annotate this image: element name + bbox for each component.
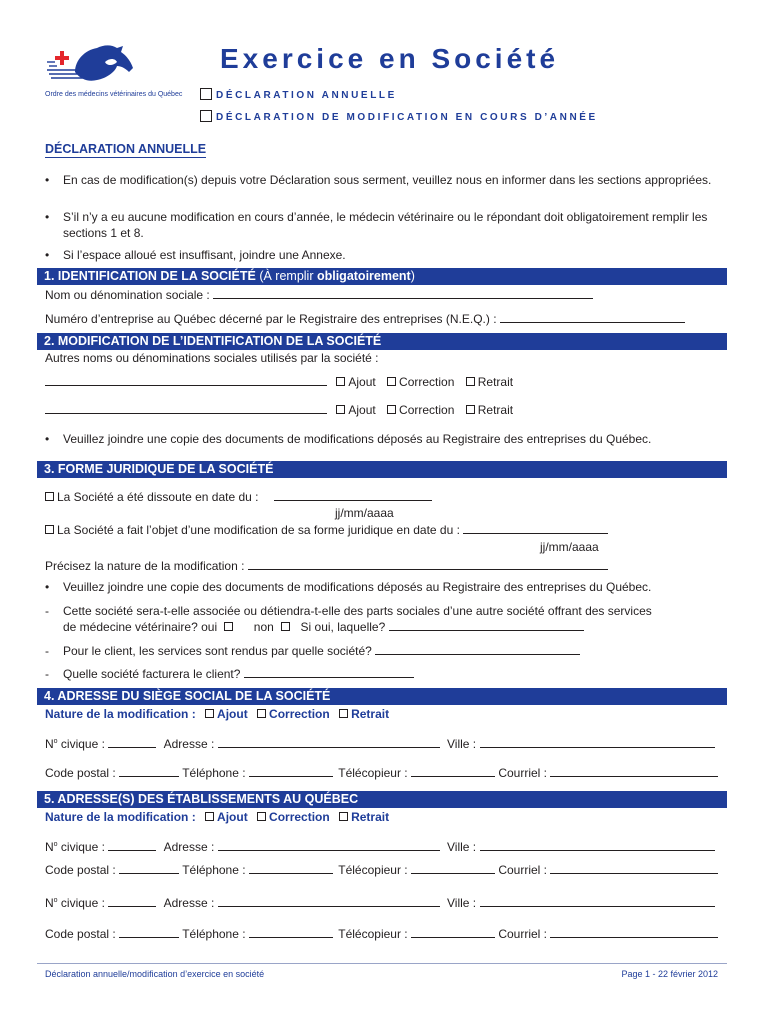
section-1-header: 1. IDENTIFICATION DE LA SOCIÉTÉ (À remplir obligatoirement) — [37, 268, 727, 285]
checkbox-retrait[interactable] — [339, 812, 348, 821]
intro-bullet-3: • Si l’espace alloué est insuffisant, joindre une Annexe. — [45, 248, 346, 262]
checkbox-retrait[interactable] — [466, 405, 475, 414]
checkbox-ajout[interactable] — [336, 405, 345, 414]
intro-bullet-2: • S’il n’y a eu aucune modification en cours d’année, le médecin vétérinaire ou le répondant doit obligatoirement remplir les sections 1 et 8. — [45, 210, 708, 240]
dissolved-date-field[interactable] — [274, 489, 432, 501]
checkbox-modified[interactable] — [45, 525, 54, 534]
email-field[interactable] — [550, 926, 718, 938]
email-field[interactable] — [550, 862, 718, 874]
civic-field[interactable] — [108, 736, 156, 748]
question-associated: - Cette société sera-t-elle associée ou détiendra-t-elle des parts sociales d’une autre société offrant des services de médecine vétérinaire? oui non Si oui, laquelle? — [45, 604, 652, 634]
footer-divider — [37, 963, 727, 964]
phone-field[interactable] — [249, 862, 333, 874]
address-field[interactable] — [218, 736, 440, 748]
modified-date-format: jj/mm/aaaa — [540, 540, 599, 554]
fax-field[interactable] — [411, 862, 495, 874]
nature-field[interactable] — [248, 558, 608, 570]
section-2-bullet: • Veuillez joindre une copie des documents de modifications déposés au Registraire des entreprises du Québec. — [45, 432, 652, 446]
fax-field[interactable] — [411, 765, 495, 777]
checkbox-ajout[interactable] — [205, 812, 214, 821]
civic-field[interactable] — [108, 895, 156, 907]
phone-field[interactable] — [249, 926, 333, 938]
other-name-field[interactable] — [45, 374, 327, 386]
modified-date-field[interactable] — [463, 522, 608, 534]
horse-cross-logo-icon — [45, 42, 140, 88]
section-5-header: 5. ADRESSE(S) DES ÉTABLISSEMENTS AU QUÉBEC — [37, 791, 727, 808]
address-field[interactable] — [218, 895, 440, 907]
checkbox-ajout[interactable] — [336, 377, 345, 386]
checkbox-modification[interactable] — [200, 110, 212, 122]
option-annual[interactable]: DÉCLARATION ANNUELLE — [200, 88, 397, 101]
which-company-field[interactable] — [389, 619, 584, 631]
dissolved-date-format: jj/mm/aaaa — [335, 506, 394, 520]
nature-row: Précisez la nature de la modification : — [45, 558, 608, 573]
dissolved-row: La Société a été dissoute en date du : — [45, 489, 432, 504]
checkbox-dissolved[interactable] — [45, 492, 54, 501]
billing-company-field[interactable] — [244, 666, 414, 678]
other-name-field[interactable] — [45, 402, 327, 414]
neq-row: Numéro d’entreprise au Québec décerné par le Registraire des entreprises (N.E.Q.) : — [45, 311, 685, 326]
company-name-field[interactable] — [213, 287, 593, 299]
question-billing: - Quelle société facturera le client? — [45, 666, 725, 682]
city-field[interactable] — [480, 736, 715, 748]
checkbox-retrait[interactable] — [339, 709, 348, 718]
checkbox-ajout[interactable] — [205, 709, 214, 718]
page-title: Exercice en Société — [220, 43, 560, 74]
checkbox-correction[interactable] — [387, 405, 396, 414]
phone-field[interactable] — [249, 765, 333, 777]
org-logo — [45, 42, 140, 88]
option-modification[interactable]: DÉCLARATION DE MODIFICATION EN COURS D’ANNÉE — [200, 110, 598, 123]
postal-field[interactable] — [119, 862, 179, 874]
contact-row: Code postal : Téléphone : Télécopieur : Courriel : — [45, 862, 718, 877]
modified-row: La Société a fait l’objet d’une modification de sa forme juridique en date du : — [45, 522, 608, 537]
checkbox-no[interactable] — [281, 622, 290, 631]
neq-field[interactable] — [500, 311, 685, 323]
section-5-nature-row: Nature de la modification : Ajout Correction Retrait — [45, 810, 390, 824]
other-name-row: Ajout Correction Retrait — [45, 402, 513, 417]
footer-left: Déclaration annuelle/modification d’exercice en société — [45, 969, 265, 979]
postal-field[interactable] — [119, 765, 179, 777]
contact-row: Code postal : Téléphone : Télécopieur : Courriel : — [45, 765, 718, 780]
email-field[interactable] — [550, 765, 718, 777]
address-row: $N^o$ civique : Adresse : Ville : — [45, 736, 715, 751]
contact-row: Code postal : Téléphone : Télécopieur : Courriel : — [45, 926, 718, 941]
city-field[interactable] — [480, 839, 715, 851]
checkbox-correction[interactable] — [387, 377, 396, 386]
other-names-label: Autres noms ou dénominations sociales utilisés par la société : — [45, 351, 379, 365]
footer-page: Page 1 - 22 février 2012 — [621, 969, 718, 979]
section-4-nature-row: Nature de la modification : Ajout Correction Retrait — [45, 707, 390, 721]
checkbox-retrait[interactable] — [466, 377, 475, 386]
checkbox-correction[interactable] — [257, 812, 266, 821]
checkbox-yes[interactable] — [224, 622, 233, 631]
section-2-header: 2. MODIFICATION DE L’IDENTIFICATION DE LA SOCIÉTÉ — [37, 333, 727, 350]
intro-bullet-1: • En cas de modification(s) depuis votre Déclaration sous serment, veuillez nous en informer dans les sections appropriées. — [45, 173, 712, 187]
other-name-row: Ajout Correction Retrait — [45, 374, 513, 389]
section-3-bullet: • Veuillez joindre une copie des documents de modifications déposés au Registraire des entreprises du Québec. — [45, 580, 652, 594]
services-company-field[interactable] — [375, 643, 580, 655]
question-services: - Pour le client, les services sont rendus par quelle société? — [45, 643, 725, 659]
address-row: $N^o$ civique : Adresse : Ville : — [45, 839, 715, 854]
fax-field[interactable] — [411, 926, 495, 938]
intro-heading: DÉCLARATION ANNUELLE — [45, 142, 207, 156]
company-name-row: Nom ou dénomination sociale : — [45, 287, 593, 302]
address-row: $N^o$ civique : Adresse : Ville : — [45, 895, 715, 910]
civic-field[interactable] — [108, 839, 156, 851]
org-name: Ordre des médecins vétérinaires du Québec — [45, 91, 183, 98]
city-field[interactable] — [480, 895, 715, 907]
postal-field[interactable] — [119, 926, 179, 938]
checkbox-annual[interactable] — [200, 88, 212, 100]
section-3-header: 3. FORME JURIDIQUE DE LA SOCIÉTÉ — [37, 461, 727, 478]
address-field[interactable] — [218, 839, 440, 851]
checkbox-correction[interactable] — [257, 709, 266, 718]
section-4-header: 4. ADRESSE DU SIÈGE SOCIAL DE LA SOCIÉTÉ — [37, 688, 727, 705]
